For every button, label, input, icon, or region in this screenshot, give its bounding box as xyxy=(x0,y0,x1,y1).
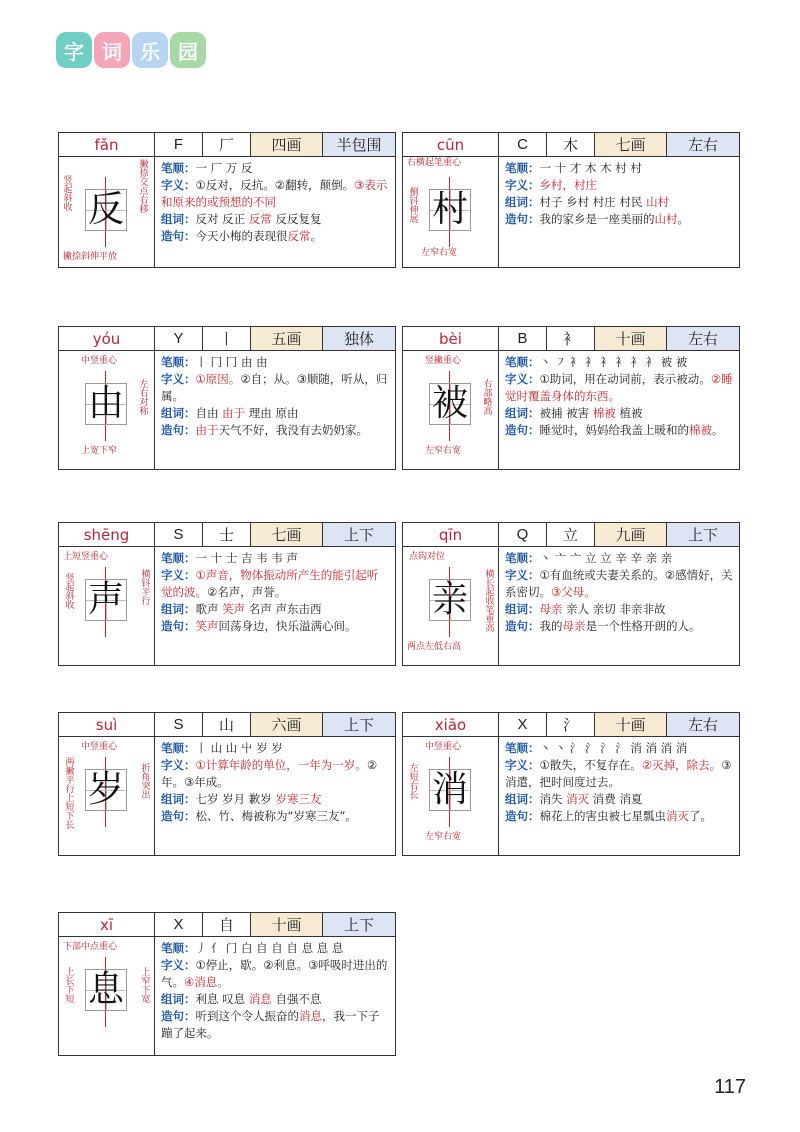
character-info xyxy=(499,547,739,665)
stroke-count-text: 七画 xyxy=(615,136,646,154)
card-header xyxy=(403,133,739,157)
label: 造句： xyxy=(505,423,540,437)
label: 笔顺： xyxy=(161,941,196,955)
text-part: 被捕 被害 xyxy=(539,406,593,420)
meaning-row xyxy=(505,567,733,601)
meaning-row xyxy=(505,371,733,405)
text-part: 棉被 xyxy=(689,423,712,437)
text-part: 反反复复 xyxy=(271,212,322,226)
text-part: 睡觉时，妈妈给我盖上暖和的 xyxy=(539,423,689,437)
character-info xyxy=(155,737,395,855)
stroke-order-row xyxy=(505,550,733,567)
tian-grid xyxy=(85,969,127,1011)
writing-tip: 两撇平行上短下长 xyxy=(63,757,74,829)
radical: 氵 xyxy=(547,713,595,736)
pinyin: xī xyxy=(59,913,155,936)
character: 息 xyxy=(87,969,124,1010)
writing-tip: 点钩对位 xyxy=(409,552,446,562)
pinyin: yóu xyxy=(59,327,155,350)
label: 笔顺： xyxy=(161,741,196,755)
stroke-order-row xyxy=(505,740,733,757)
card-body xyxy=(59,351,395,469)
sentence-row xyxy=(505,618,733,635)
card-body xyxy=(403,157,739,267)
sentence-row xyxy=(161,808,389,825)
text-part: 消费 消夏 xyxy=(589,792,643,806)
writing-tip: 左短右长 xyxy=(407,763,418,799)
label: 字义： xyxy=(161,372,196,386)
text-part: 反对 反正 xyxy=(195,212,249,226)
sentence-row xyxy=(505,211,733,228)
radical: 丨 xyxy=(203,327,251,350)
pinyin: fǎn xyxy=(59,133,155,156)
label: 组词： xyxy=(505,406,540,420)
initial-letter: S xyxy=(155,713,203,736)
stroke-order-row xyxy=(161,740,389,757)
radical: 衤 xyxy=(547,327,595,350)
label: 字义： xyxy=(505,758,540,772)
label: 造句： xyxy=(505,619,540,633)
character: 声 xyxy=(87,579,124,620)
character-info xyxy=(499,351,739,469)
structure: 上下 xyxy=(323,913,395,936)
pinyin: xiāo xyxy=(403,713,499,736)
text-part: 我的 xyxy=(539,619,563,633)
card-header xyxy=(59,133,395,157)
text-part: 天气不好，我没有去奶奶家。 xyxy=(218,423,368,437)
writing-tip: 上长下短 xyxy=(63,967,74,1003)
label: 造句： xyxy=(161,619,196,633)
sentence-row xyxy=(505,808,733,825)
character: 岁 xyxy=(87,769,124,810)
writing-tip: 两点左低右高 xyxy=(407,642,462,652)
stroke-order: 一 十 士 吉 韦 韦 声 xyxy=(195,551,298,565)
character-card xyxy=(58,912,396,1056)
writing-tip: 上窄下宽 xyxy=(139,967,150,1003)
character-info xyxy=(499,737,739,855)
stroke-order: 一 十 才 木 木 村 村 xyxy=(539,161,642,175)
character-box xyxy=(59,937,155,1055)
text-part: ①停止，歇。②利息。③呼吸时进出的气。 xyxy=(161,958,388,989)
words-row xyxy=(161,991,389,1008)
text-part: ②年。③年成。 xyxy=(161,758,378,789)
structure: 左右 xyxy=(667,133,739,156)
writing-tip: 上短竖重心 xyxy=(63,552,109,562)
text-part: 乡村，村庄 xyxy=(539,178,597,192)
text-part: 名声 声东击西 xyxy=(245,602,322,616)
stroke-count-text: 十画 xyxy=(615,330,646,348)
writing-tip: 右部略高 xyxy=(481,379,492,415)
text-part: 消灭 xyxy=(666,809,689,823)
label: 组词： xyxy=(161,212,196,226)
writing-tip: 下部中点重心 xyxy=(63,942,118,952)
text-part: 自强不息 xyxy=(271,992,322,1006)
stroke-order: 丶 亠 亠 立 立 辛 辛 亲 亲 xyxy=(539,551,673,565)
label: 组词： xyxy=(505,195,540,209)
text-part: 消灭 xyxy=(566,792,590,806)
structure: 上下 xyxy=(323,523,395,546)
meaning-row xyxy=(505,177,733,194)
character-card xyxy=(58,712,396,856)
text-part: 反常 xyxy=(287,229,311,243)
writing-tip: 撇捺交点右移 xyxy=(137,159,148,213)
character-card xyxy=(402,132,740,268)
stroke-order: 丨 冂 冂 由 由 xyxy=(195,355,268,369)
pinyin: qīn xyxy=(403,523,499,546)
words-row xyxy=(161,405,389,422)
sentence-row xyxy=(505,422,733,439)
label: 组词： xyxy=(505,602,540,616)
text-part: ，我一下子蹦了起来。 xyxy=(161,1009,380,1040)
label: 字义： xyxy=(505,372,540,386)
stroke-count xyxy=(251,327,323,350)
card-header xyxy=(403,523,739,547)
label: 组词： xyxy=(161,992,196,1006)
stroke-count-text: 十画 xyxy=(615,716,646,734)
radical: 立 xyxy=(547,523,595,546)
badge-char: 乐 xyxy=(132,32,168,68)
card-body xyxy=(403,351,739,469)
tian-grid xyxy=(429,769,471,811)
stroke-order-row xyxy=(161,940,389,957)
character-info xyxy=(155,547,395,665)
character: 消 xyxy=(431,769,468,810)
card-body xyxy=(59,937,395,1055)
writing-tip: 中竖重心 xyxy=(425,742,462,752)
text-part: ①反对，反抗。②翻转，颠倒。 xyxy=(195,178,355,192)
card-header xyxy=(59,713,395,737)
initial-letter: X xyxy=(499,713,547,736)
character: 被 xyxy=(431,383,468,424)
text-part: ②名声，声誉。 xyxy=(207,585,287,599)
character-box xyxy=(403,547,499,665)
text-part: 。 xyxy=(310,229,322,243)
label: 字义： xyxy=(161,958,196,972)
structure: 左右 xyxy=(667,327,739,350)
text-part: ②自；从。③顺随，听从，归属。 xyxy=(161,372,388,403)
character-box xyxy=(403,737,499,855)
stroke-order: 丶 丶 氵 氵 氵 氵 消 消 消 消 xyxy=(539,741,688,755)
text-part: 自由 xyxy=(195,406,223,420)
text-part: 笑声 xyxy=(195,619,219,633)
text-part: 棉被 xyxy=(592,406,616,420)
stroke-order-row xyxy=(505,160,733,177)
text-part: 由于 xyxy=(222,406,246,420)
label: 造句： xyxy=(161,423,196,437)
writing-tip: 竖起斜收 xyxy=(63,573,74,609)
stroke-order: 丨 山 山 屮 岁 岁 xyxy=(195,741,283,755)
tian-grid xyxy=(429,579,471,621)
stroke-order: 丿 亻 门 白 自 自 自 息 息 息 xyxy=(195,941,344,955)
text-part: 利息 叹息 xyxy=(195,992,249,1006)
label: 造句： xyxy=(161,809,196,823)
text-part: 由于 xyxy=(195,423,219,437)
sentence-row xyxy=(161,618,389,635)
initial-letter: F xyxy=(155,133,203,156)
card-header xyxy=(403,713,739,737)
text-part: ①有血统或夫妻关系的。②感情好，关系密切。 xyxy=(505,568,733,599)
writing-tip: 竖起斜收 xyxy=(61,175,72,211)
text-part: ①声音，物体振动所产生的能引起听觉的波。 xyxy=(161,568,379,599)
text-part: 棉花上的害虫被七星瓢虫 xyxy=(539,809,666,823)
section-badge xyxy=(56,32,206,68)
words-row xyxy=(505,601,733,618)
character-box xyxy=(59,351,155,469)
initial-letter: X xyxy=(155,913,203,936)
label: 笔顺： xyxy=(505,551,540,565)
character-box xyxy=(59,547,155,665)
words-row xyxy=(505,194,733,211)
text-part: 松、竹、梅被称为“岁寒三友”。 xyxy=(195,809,357,823)
text-part: 。 xyxy=(712,423,724,437)
text-part: 笑声 xyxy=(222,602,246,616)
words-row xyxy=(161,211,389,228)
character-info xyxy=(499,157,739,267)
words-row xyxy=(161,601,389,618)
character-info xyxy=(155,351,395,469)
card-body xyxy=(403,737,739,855)
stroke-order: 一 厂 万 反 xyxy=(195,161,253,175)
label: 笔顺： xyxy=(505,355,540,369)
text-part: 山村 xyxy=(646,195,670,209)
initial-letter: Q xyxy=(499,523,547,546)
text-part: 母亲 xyxy=(539,602,563,616)
text-part: 回荡身边，快乐溢满心间。 xyxy=(218,619,357,633)
writing-tip: 左窄右宽 xyxy=(421,248,458,258)
text-part: 植被 xyxy=(615,406,643,420)
pinyin: cūn xyxy=(403,133,499,156)
label: 字义： xyxy=(161,568,196,582)
stroke-order-row xyxy=(161,354,389,371)
text-part: 理由 原由 xyxy=(245,406,299,420)
character-box xyxy=(59,737,155,855)
text-part: 反常 xyxy=(248,212,272,226)
label: 字义： xyxy=(505,178,540,192)
label: 字义： xyxy=(505,568,540,582)
text-part: ②睡觉时覆盖身体的东西。 xyxy=(505,372,733,403)
label: 笔顺： xyxy=(161,551,196,565)
structure: 上下 xyxy=(323,713,395,736)
stroke-count-text: 七画 xyxy=(271,526,302,544)
tian-grid xyxy=(429,189,471,231)
tian-grid xyxy=(429,383,471,425)
card-body xyxy=(403,547,739,665)
tian-grid xyxy=(85,189,127,231)
character: 亲 xyxy=(431,579,468,620)
initial-letter: C xyxy=(499,133,547,156)
text-part: 我的家乡是一座美丽的 xyxy=(539,212,655,226)
structure: 半包围 xyxy=(323,133,395,156)
sentence-row xyxy=(161,1008,389,1042)
text-part: 今天小梅的表现很 xyxy=(195,229,288,243)
sentence-row xyxy=(161,228,389,245)
words-row xyxy=(505,405,733,422)
text-part: 消息 xyxy=(248,992,272,1006)
writing-tip: 右横起笔重心 xyxy=(407,158,462,168)
meaning-row xyxy=(161,757,389,791)
character: 反 xyxy=(87,189,124,230)
meaning-row xyxy=(161,177,389,211)
initial-letter: S xyxy=(155,523,203,546)
meaning-row xyxy=(161,957,389,991)
character-box xyxy=(403,351,499,469)
label: 笔顺： xyxy=(161,355,196,369)
text-part: ②灭掉，除去。 xyxy=(641,758,722,772)
character-card xyxy=(58,522,396,666)
stroke-count xyxy=(251,913,323,936)
label: 组词： xyxy=(161,602,196,616)
card-body xyxy=(59,737,395,855)
text-part: 了。 xyxy=(689,809,712,823)
stroke-count xyxy=(251,523,323,546)
radical: 自 xyxy=(203,913,251,936)
text-part: 亲人 亲切 非亲非故 xyxy=(562,602,666,616)
writing-tip: 横钭平行 xyxy=(139,569,150,605)
label: 字义： xyxy=(161,178,196,192)
card-header xyxy=(59,327,395,351)
badge-char: 词 xyxy=(94,32,130,68)
text-part: 岁寒三友 xyxy=(275,792,322,806)
text-part: 消失 xyxy=(539,792,567,806)
pinyin: bèi xyxy=(403,327,499,350)
text-part: ③父母。 xyxy=(551,585,596,599)
label: 字义： xyxy=(161,758,196,772)
text-part: 歌声 xyxy=(195,602,223,616)
writing-tip: 左窄右宽 xyxy=(425,832,462,842)
character-info xyxy=(155,157,395,267)
writing-tip: 上宽下窄 xyxy=(81,446,118,456)
writing-tip: 撇捺斜伸平放 xyxy=(63,252,118,262)
writing-tip: 竖撇重心 xyxy=(425,356,462,366)
meaning-row xyxy=(161,567,389,601)
writing-tip: 捌钭伸展 xyxy=(407,187,418,223)
sentence-row xyxy=(161,422,389,439)
badge-char: 园 xyxy=(170,32,206,68)
label: 组词： xyxy=(161,792,196,806)
character: 村 xyxy=(431,189,468,230)
stroke-count xyxy=(595,523,667,546)
card-body xyxy=(59,547,395,665)
label: 组词： xyxy=(505,792,540,806)
page-number: 117 xyxy=(714,1076,746,1098)
text-part: 听到这个令人振奋的 xyxy=(195,1009,299,1023)
words-row xyxy=(505,791,733,808)
character-card xyxy=(402,522,740,666)
structure: 独体 xyxy=(323,327,395,350)
words-row xyxy=(161,791,389,808)
radical: 木 xyxy=(547,133,595,156)
label: 组词： xyxy=(161,406,196,420)
card-header xyxy=(403,327,739,351)
pinyin: shēng xyxy=(59,523,155,546)
label: 造句： xyxy=(505,212,540,226)
tian-grid xyxy=(85,769,127,811)
card-header xyxy=(59,913,395,937)
character-info xyxy=(155,937,395,1055)
structure: 上下 xyxy=(667,523,739,546)
meaning-row xyxy=(161,371,389,405)
text-part: ③表示和原来的或预想的不同 xyxy=(161,178,388,209)
writing-tip: 中竖重心 xyxy=(81,742,118,752)
stroke-count xyxy=(595,327,667,350)
pinyin: suì xyxy=(59,713,155,736)
label: 笔顺： xyxy=(161,161,196,175)
character-box xyxy=(59,157,155,267)
character: 由 xyxy=(87,383,124,424)
text-part: ③消遣，把时间度过去。 xyxy=(505,758,732,789)
text-part: 消息 xyxy=(299,1009,322,1023)
stroke-count xyxy=(595,133,667,156)
label: 笔顺： xyxy=(505,161,540,175)
stroke-count xyxy=(595,713,667,736)
stroke-count-text: 十画 xyxy=(271,916,302,934)
card-body xyxy=(59,157,395,267)
text-part: ④消息。 xyxy=(184,975,229,989)
initial-letter: B xyxy=(499,327,547,350)
character-card xyxy=(402,326,740,470)
badge-char: 字 xyxy=(56,32,92,68)
text-part: 山村 xyxy=(654,212,678,226)
radical: 山 xyxy=(203,713,251,736)
stroke-count xyxy=(251,713,323,736)
text-part: 。 xyxy=(677,212,689,226)
label: 笔顺： xyxy=(505,741,540,755)
initial-letter: Y xyxy=(155,327,203,350)
character-card xyxy=(402,712,740,856)
stroke-order-row xyxy=(161,160,389,177)
stroke-count-text: 九画 xyxy=(615,526,646,544)
radical: 厂 xyxy=(203,133,251,156)
radical: 士 xyxy=(203,523,251,546)
writing-tip: 横长起收笔重高 xyxy=(483,569,494,632)
stroke-count-text: 五画 xyxy=(271,330,302,348)
writing-tip: 折角突出 xyxy=(139,763,150,799)
stroke-order-row xyxy=(161,550,389,567)
tian-grid xyxy=(85,383,127,425)
text-part: ①计算年龄的单位，一年为一岁。 xyxy=(195,758,367,772)
text-part: 村子 乡村 村庄 村民 xyxy=(539,195,647,209)
text-part: 是一个性格开朗的人。 xyxy=(585,619,701,633)
meaning-row xyxy=(505,757,733,791)
writing-tip: 中竖重心 xyxy=(81,356,118,366)
stroke-count-text: 四画 xyxy=(271,136,302,154)
writing-tip: 左右对称 xyxy=(137,379,148,415)
character-card xyxy=(58,326,396,470)
text-part: 母亲 xyxy=(562,619,586,633)
text-part: 七岁 岁月 歉岁 xyxy=(195,792,276,806)
character-card xyxy=(58,132,396,268)
stroke-count-text: 六画 xyxy=(271,716,302,734)
stroke-order: 丶 ㇇ 衤 衤 衤 衤 衤 衤 被 被 xyxy=(539,355,688,369)
label: 造句： xyxy=(161,1009,196,1023)
stroke-order-row xyxy=(505,354,733,371)
structure: 左右 xyxy=(667,713,739,736)
card-header xyxy=(59,523,395,547)
label: 造句： xyxy=(161,229,196,243)
writing-tip: 左窄右宽 xyxy=(425,446,462,456)
character-box xyxy=(403,157,499,267)
text-part: ①助词，用在动词前，表示被动。 xyxy=(539,372,711,386)
tian-grid xyxy=(85,579,127,621)
text-part: ①散失，不复存在。 xyxy=(539,758,642,772)
text-part: ①原因。 xyxy=(195,372,241,386)
label: 造句： xyxy=(505,809,540,823)
stroke-count xyxy=(251,133,323,156)
